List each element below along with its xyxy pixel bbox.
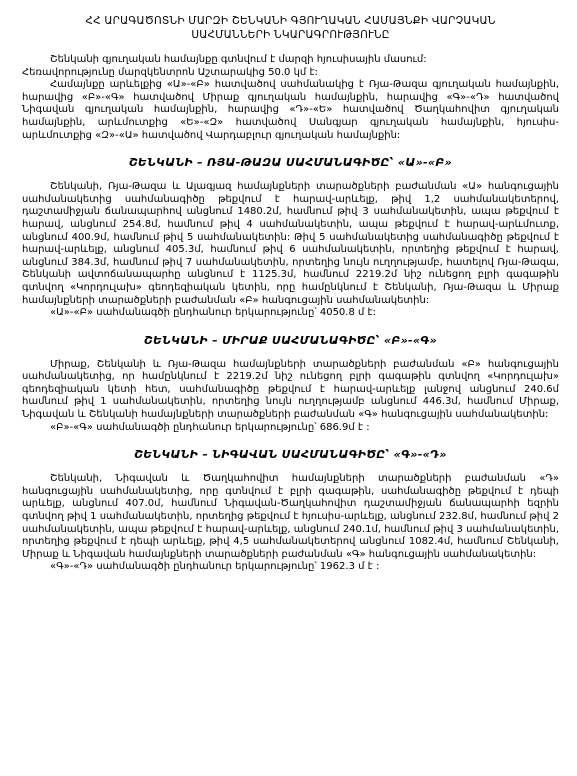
section-b-g: [22, 334, 559, 435]
section-heading: ՇԵՆԿԱՆԻ – ՆԻԳԱՎԱՆ ՍԱՀՄԱՆԱԳԻԾԸ՝ «Գ»-«Դ»: [134, 448, 447, 462]
section-length: «Ա»-«Բ» սահմանագծի ընդհանուր երկարությունը՝ 4050.8 մ է:: [50, 307, 377, 319]
document-title-line-1: ՀՀ ԱՐԱԳԱԾՈՏՆԻ ՄԱՐԶԻ ՇԵՆԿԱՆԻ ԳՅՈՒՂԱԿԱՆ ՀԱՄԱՅՆՔԻ ՎԱՐՉԱԿԱՆ: [85, 15, 496, 27]
section-a-b: [22, 156, 559, 320]
section-g-d: [22, 448, 559, 574]
section-body: Շենկանի, Ռյա-Թազա և Ալագյազ համայնքների տարածքների բաժանման «Ա» հանգուցային սահմանակետից սահմանագիծը թեքվում է հարավ-արևելք, թիվ 1,2 սահմանակետերով, դաշտամիջյան ճանապարհով անցնում 1480.2մ, համնում թիվ 3 սահմանակետին, ապա թեքվում է հարավ, անցնում 254.8մ, համնում թիվ 4 սահմանակետին, ապա թեքվում է հարավ-արևմուտք, անցնում 400.9մ, համնում թիվ 5 սահմանակետին: Թիվ 5 սահմանակետից սահմանագիծը թեքվում է հարավ-արևելք, անցնում 405.3մ, համնում թիվ 6 սահմանակետին, որտեղից թեքվում է հարավ, անցնում 384.3մ, համնում թիվ 7 սահմանակետին, որտեղից նույն ուղղությամբ, հատելով Ռյա-Թազա, Շենկանի ավտոճանապարհը անցնում է 1125.3մ, համնում 2219.2մ նիշ ունեցող բլրի գագաթին գտնվող «Կորդուլախ» գեոդեզիական կետին, որը համընկնում է Շենկանի, Ռյա-Թազա և Միրաք համայնքների տարածքների բաժանման «Բ» հանգուցային սահմանակետին:: [22, 181, 559, 306]
intro-borders-paragraph: Համայնքը արևելքից «Ա»-«Բ» հատվածով սահմանակից է Ռյա-Թազա գյուղական համայնքին, հարավից «Բ»-«Գ» հատվածով Միրաք գյուղական համայնքին, հարավից «Գ»-«Դ» հատվածով Նիգավան գյուղական համայնքին, հարավից «Դ»-«Ե» հատվածով Ծաղկահովիտ գյուղական համայնքին, արևմուտքից «Ե»-«Զ» հատվածով Սանգյար գյուղական համայնքին, հյուսիս-արևմուտքից «Զ»-«Ա» հատվածով Վարդաբլուր գյուղական համայնքին:: [22, 79, 559, 141]
document-title-line-2: ՍԱՀՄԱՆՆԵՐԻ ՆԿԱՐԱԳՐՈՒԹՅՈՒՆԸ: [191, 29, 390, 41]
section-heading: ՇԵՆԿԱՆԻ – ՄԻՐԱՔ ՍԱՀՄԱՆԱԳԻԾԸ՝ «Բ»-«Գ»: [144, 333, 437, 347]
intro-distance-paragraph: Հեռավորությունը մարզկենտրոն Աշտարակից 50.0 կմ է:: [22, 66, 318, 78]
section-length: «Գ»-«Դ» սահմանագծի ընդհանուր երկարությունը՝ 1962.3 մ է :: [50, 561, 380, 573]
section-length: «Բ»-«Գ» սահմանագծի ընդհանուր երկարությունը՝ 686.9մ է :: [50, 421, 370, 433]
section-body: Միրաք, Շենկանի և Ռյա-Թազա համայնքների տարածքների բաժանման «Բ» հանգուցային սահմանակետից, որ համընկնում է 2219.2մ նիշ ունեցող բլրի գագաթին գտնվող «Կորդուլախ» գեոդեզիական կետի հետ, սահմանագիծը թեքվում է հարավ-արևելք լանջով անցնում 240.6մ համնում թիվ 1 սահմանակետին, որտեղից նույն ուղղությամբ անցնում 446.3մ, համնում Միրաք, Նիգավան և Շենկանի համայնքների տարածքների բաժանման «Գ» հանգուցային սահմանակետին:: [22, 358, 559, 421]
section-heading: ՇԵՆԿԱՆԻ – ՌՅԱ-ԹԱԶԱ ՍԱՀՄԱՆԱԳԻԾԸ՝ «Ա»-«Բ»: [128, 156, 452, 170]
document-title: [22, 14, 559, 42]
intro-location-paragraph: Շենկանի գյուղական համայնքը գտնվում է մարզի հյուսիսային մասում:: [50, 54, 427, 65]
section-body: Շենկանի, Նիգավան և Ծաղկահովիտ համայնքների տարածքների բաժանման «Դ» հանգուցային սահմանակետից, որը գտնվում է բլրի գագաթին, սահմանագիծը թեքվում է դեպի արևելք, անցնում 407.0մ, համնում Նիգավան-Ծաղկահովիտ դաշտամիջյան ճանապարհի եզրին գտնվող թիվ 1 սահմանակետին, որտեղից թեքվում է հյուսիս-արևելք, անցնում 232.8մ, համնում թիվ 2 սահմանակետին, ապա թեքվում է հարավ-արևելք, անցնում 240.1մ, համնում թիվ 3 սահմանակետին, որտեղից թեքվում է դեպի արևելք, թիվ 4,5 սահմանակետերով անցնում 1082.4մ, համնում Շենկանի, Միրաք և Նիգավան համայնքների տարածքների բաժանման «Գ» հանգուցային սահմանակետին:: [22, 473, 559, 560]
